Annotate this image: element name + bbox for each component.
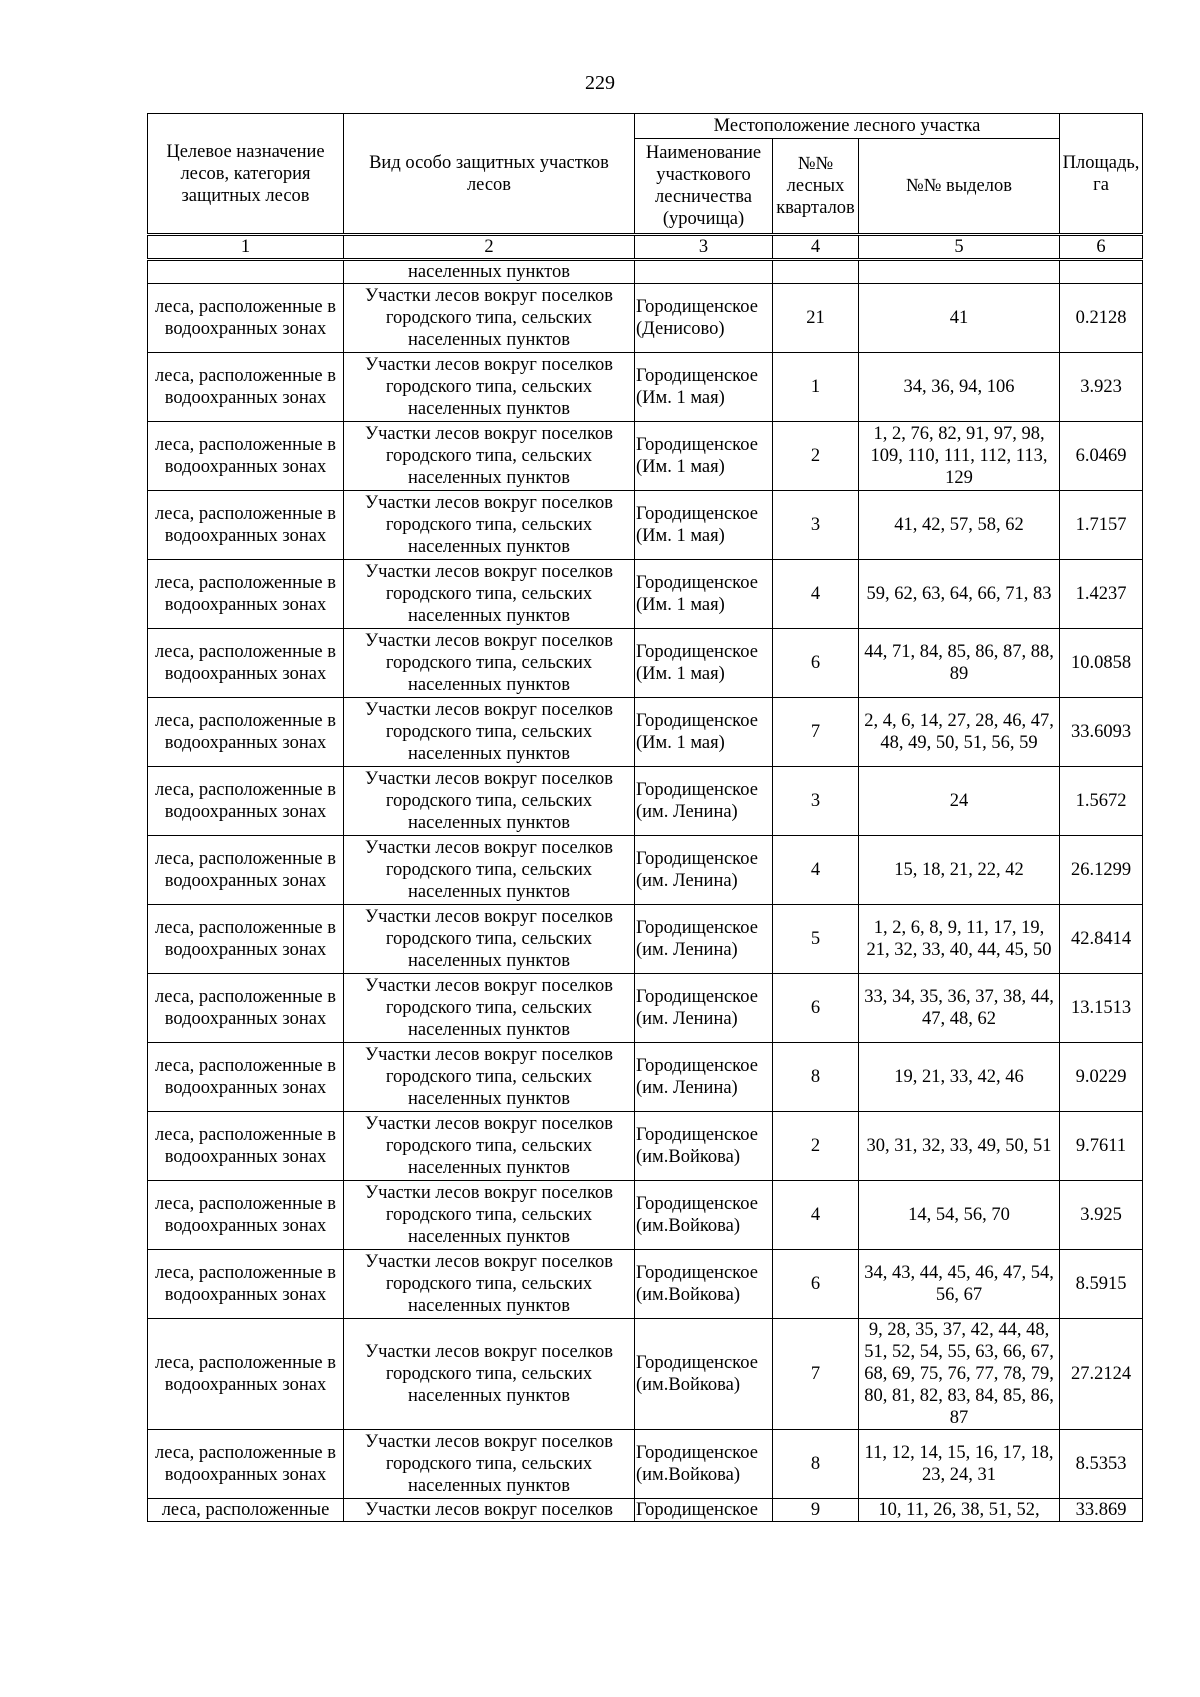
- cell-quarter: 6: [773, 629, 859, 698]
- cell-plot-type: Участки лесов вокруг поселков городского типа, сельских населенных пунктов: [344, 629, 635, 698]
- cell-purpose: леса, расположенные в водоохранных зонах: [148, 1112, 344, 1181]
- cell-area: 0.2128: [1060, 284, 1143, 353]
- cell-plot-type: Участки лесов вокруг поселков городского типа, сельских населенных пунктов: [344, 1181, 635, 1250]
- cell-area: 42.8414: [1060, 905, 1143, 974]
- cell-plots: 2, 4, 6, 14, 27, 28, 46, 47, 48, 49, 50, 51, 56, 59: [859, 698, 1060, 767]
- cell-area: 3.923: [1060, 353, 1143, 422]
- cell-forestry: Городищенское (Им. 1 мая): [635, 560, 773, 629]
- cell-forestry: Городищенское: [635, 1499, 773, 1522]
- cell-plot-type: Участки лесов вокруг поселков городского типа, сельских населенных пунктов: [344, 767, 635, 836]
- table-row: [148, 767, 1143, 836]
- column-number: 2: [344, 235, 635, 260]
- cell-forestry: Городищенское (им. Ленина): [635, 836, 773, 905]
- cell-forestry: Городищенское (Им. 1 мая): [635, 422, 773, 491]
- cell-plot-type: Участки лесов вокруг поселков городского типа, сельских населенных пунктов: [344, 422, 635, 491]
- cell-purpose: леса, расположенные в водоохранных зонах: [148, 1430, 344, 1499]
- cell-purpose: леса, расположенные в водоохранных зонах: [148, 1319, 344, 1430]
- cell-forestry: Городищенское (Им. 1 мая): [635, 629, 773, 698]
- table-row: [148, 629, 1143, 698]
- cell-area: 3.925: [1060, 1181, 1143, 1250]
- cell-quarter: 5: [773, 905, 859, 974]
- cell-purpose: леса, расположенные в водоохранных зонах: [148, 905, 344, 974]
- column-number: 3: [635, 235, 773, 260]
- cell-purpose: леса, расположенные в водоохранных зонах: [148, 560, 344, 629]
- cell-quarter: 4: [773, 1181, 859, 1250]
- table-row: [148, 284, 1143, 353]
- cell-plots: 41, 42, 57, 58, 62: [859, 491, 1060, 560]
- cell-plot-type: Участки лесов вокруг поселков городского типа, сельских населенных пунктов: [344, 1112, 635, 1181]
- cell-plots: 44, 71, 84, 85, 86, 87, 88, 89: [859, 629, 1060, 698]
- cell-forestry: Городищенское (им. Ленина): [635, 905, 773, 974]
- cell-purpose: леса, расположенные в водоохранных зонах: [148, 767, 344, 836]
- cell-purpose: леса, расположенные в водоохранных зонах: [148, 974, 344, 1043]
- cell-quarter: 2: [773, 1112, 859, 1181]
- cell-forestry: Городищенское (им. Ленина): [635, 767, 773, 836]
- cell-plots: 1, 2, 76, 82, 91, 97, 98, 109, 110, 111, 112, 113, 129: [859, 422, 1060, 491]
- cell-forestry: [635, 260, 773, 284]
- cell-quarter: 1: [773, 353, 859, 422]
- cell-area: 27.2124: [1060, 1319, 1143, 1430]
- cell-plot-type: Участки лесов вокруг поселков городского типа, сельских населенных пунктов: [344, 1250, 635, 1319]
- cell-forestry: Городищенское (им. Ленина): [635, 1043, 773, 1112]
- cell-quarter: 3: [773, 491, 859, 560]
- column-number: 6: [1060, 235, 1143, 260]
- cell-plots: 15, 18, 21, 22, 42: [859, 836, 1060, 905]
- cell-area: 26.1299: [1060, 836, 1143, 905]
- cell-purpose: леса, расположенные в водоохранных зонах: [148, 491, 344, 560]
- cell-plot-type: Участки лесов вокруг поселков: [344, 1499, 635, 1522]
- column-number: 1: [148, 235, 344, 260]
- table-row: [148, 560, 1143, 629]
- cell-quarter: 9: [773, 1499, 859, 1522]
- cell-forestry: Городищенское (Им. 1 мая): [635, 698, 773, 767]
- header-forestry: Наименование участкового лесничества (урочища): [635, 139, 773, 235]
- table-row: [148, 1181, 1143, 1250]
- header-plots: №№ выделов: [859, 139, 1060, 235]
- cell-forestry: Городищенское (им.Войкова): [635, 1430, 773, 1499]
- header-area: Площадь, га: [1060, 114, 1143, 235]
- column-number: 4: [773, 235, 859, 260]
- cell-quarter: 21: [773, 284, 859, 353]
- cell-quarter: 4: [773, 836, 859, 905]
- cell-plots: 11, 12, 14, 15, 16, 17, 18, 23, 24, 31: [859, 1430, 1060, 1499]
- cell-plots: 10, 11, 26, 38, 51, 52,: [859, 1499, 1060, 1522]
- page-number: 229: [585, 72, 615, 94]
- cell-plots: 33, 34, 35, 36, 37, 38, 44, 47, 48, 62: [859, 974, 1060, 1043]
- cell-purpose: леса, расположенные в водоохранных зонах: [148, 422, 344, 491]
- cell-forestry: Городищенское (Им. 1 мая): [635, 491, 773, 560]
- table-row: [148, 698, 1143, 767]
- cell-plots: 41: [859, 284, 1060, 353]
- cell-purpose: леса, расположенные в водоохранных зонах: [148, 698, 344, 767]
- column-number: 5: [859, 235, 1060, 260]
- cell-purpose: леса, расположенные в водоохранных зонах: [148, 284, 344, 353]
- cell-plot-type: Участки лесов вокруг поселков городского типа, сельских населенных пунктов: [344, 560, 635, 629]
- cell-plot-type: Участки лесов вокруг поселков городского типа, сельских населенных пунктов: [344, 974, 635, 1043]
- table-row: [148, 1319, 1143, 1430]
- cell-plot-type: Участки лесов вокруг поселков городского типа, сельских населенных пунктов: [344, 905, 635, 974]
- cell-area: 33.6093: [1060, 698, 1143, 767]
- cell-area: 1.7157: [1060, 491, 1143, 560]
- table-row: [148, 1043, 1143, 1112]
- cell-purpose: леса, расположенные в водоохранных зонах: [148, 836, 344, 905]
- cell-plots: 14, 54, 56, 70: [859, 1181, 1060, 1250]
- cell-plots: 1, 2, 6, 8, 9, 11, 17, 19, 21, 32, 33, 40, 44, 45, 50: [859, 905, 1060, 974]
- cell-plot-type: Участки лесов вокруг поселков городского типа, сельских населенных пунктов: [344, 353, 635, 422]
- cell-plot-type: Участки лесов вокруг поселков городского типа, сельских населенных пунктов: [344, 284, 635, 353]
- cell-purpose: леса, расположенные в водоохранных зонах: [148, 353, 344, 422]
- table-row: [148, 836, 1143, 905]
- table-row: [148, 422, 1143, 491]
- cell-forestry: Городищенское (им.Войкова): [635, 1181, 773, 1250]
- cell-plots: 59, 62, 63, 64, 66, 71, 83: [859, 560, 1060, 629]
- cell-forestry: Городищенское (им.Войкова): [635, 1250, 773, 1319]
- cell-area: 8.5915: [1060, 1250, 1143, 1319]
- cell-forestry: Городищенское (им.Войкова): [635, 1112, 773, 1181]
- cell-area: 10.0858: [1060, 629, 1143, 698]
- cell-area: 1.5672: [1060, 767, 1143, 836]
- table-row: [148, 491, 1143, 560]
- continuation-row: [148, 260, 1143, 284]
- cell-purpose: леса, расположенные в водоохранных зонах: [148, 1043, 344, 1112]
- cell-quarter: 6: [773, 974, 859, 1043]
- cell-purpose: леса, расположенные в водоохранных зонах: [148, 629, 344, 698]
- cell-plots: 9, 28, 35, 37, 42, 44, 48, 51, 52, 54, 55, 63, 66, 67, 68, 69, 75, 76, 77, 78, 79, 80, 81, 82, 83, 84, 85, 86, 87: [859, 1319, 1060, 1430]
- table-row: [148, 905, 1143, 974]
- forest-plots-table: [147, 113, 1143, 1522]
- cell-quarter: 7: [773, 1319, 859, 1430]
- cell-plot-type: Участки лесов вокруг поселков городского типа, сельских населенных пунктов: [344, 836, 635, 905]
- table-row: [148, 974, 1143, 1043]
- cell-area: 9.7611: [1060, 1112, 1143, 1181]
- cell-area: 13.1513: [1060, 974, 1143, 1043]
- cell-quarter: 8: [773, 1043, 859, 1112]
- cell-plot-type: Участки лесов вокруг поселков городского типа, сельских населенных пунктов: [344, 1430, 635, 1499]
- cell-forestry: Городищенское (им. Ленина): [635, 974, 773, 1043]
- table-row: [148, 1112, 1143, 1181]
- cell-plots: [859, 260, 1060, 284]
- header-location-group: Местоположение лесного участка: [635, 114, 1060, 139]
- cell-plots: 24: [859, 767, 1060, 836]
- cell-plots: 34, 43, 44, 45, 46, 47, 54, 56, 67: [859, 1250, 1060, 1319]
- cell-quarter: 8: [773, 1430, 859, 1499]
- cell-area: 33.869: [1060, 1499, 1143, 1522]
- cell-quarter: 4: [773, 560, 859, 629]
- cell-forestry: Городищенское (Денисово): [635, 284, 773, 353]
- cell-forestry: Городищенское (им.Войкова): [635, 1319, 773, 1430]
- cell-quarter: 6: [773, 1250, 859, 1319]
- table-row: [148, 353, 1143, 422]
- cell-area: 8.5353: [1060, 1430, 1143, 1499]
- cell-plot-type: населенных пунктов: [344, 260, 635, 284]
- table-row: [148, 1250, 1143, 1319]
- cell-area: 6.0469: [1060, 422, 1143, 491]
- cell-quarter: 3: [773, 767, 859, 836]
- cell-plot-type: Участки лесов вокруг поселков городского типа, сельских населенных пунктов: [344, 1043, 635, 1112]
- cell-plot-type: Участки лесов вокруг поселков городского типа, сельских населенных пунктов: [344, 491, 635, 560]
- table-row: [148, 1430, 1143, 1499]
- cell-quarter: 7: [773, 698, 859, 767]
- header-plot-type: Вид особо защитных участков лесов: [344, 114, 635, 235]
- cell-purpose: леса, расположенные: [148, 1499, 344, 1522]
- cell-quarter: [773, 260, 859, 284]
- cell-plot-type: Участки лесов вокруг поселков городского типа, сельских населенных пунктов: [344, 1319, 635, 1430]
- cell-plots: 30, 31, 32, 33, 49, 50, 51: [859, 1112, 1060, 1181]
- cell-area: 1.4237: [1060, 560, 1143, 629]
- cell-forestry: Городищенское (Им. 1 мая): [635, 353, 773, 422]
- table-row-partial: [148, 1499, 1143, 1522]
- cell-quarter: 2: [773, 422, 859, 491]
- cell-area: 9.0229: [1060, 1043, 1143, 1112]
- cell-plots: 19, 21, 33, 42, 46: [859, 1043, 1060, 1112]
- header-purpose: Целевое назначение лесов, категория защитных лесов: [148, 114, 344, 235]
- cell-plot-type: Участки лесов вокруг поселков городского типа, сельских населенных пунктов: [344, 698, 635, 767]
- cell-plots: 34, 36, 94, 106: [859, 353, 1060, 422]
- cell-purpose: леса, расположенные в водоохранных зонах: [148, 1250, 344, 1319]
- cell-purpose: леса, расположенные в водоохранных зонах: [148, 1181, 344, 1250]
- cell-purpose: [148, 260, 344, 284]
- header-quarters: №№ лесных кварталов: [773, 139, 859, 235]
- cell-area: [1060, 260, 1143, 284]
